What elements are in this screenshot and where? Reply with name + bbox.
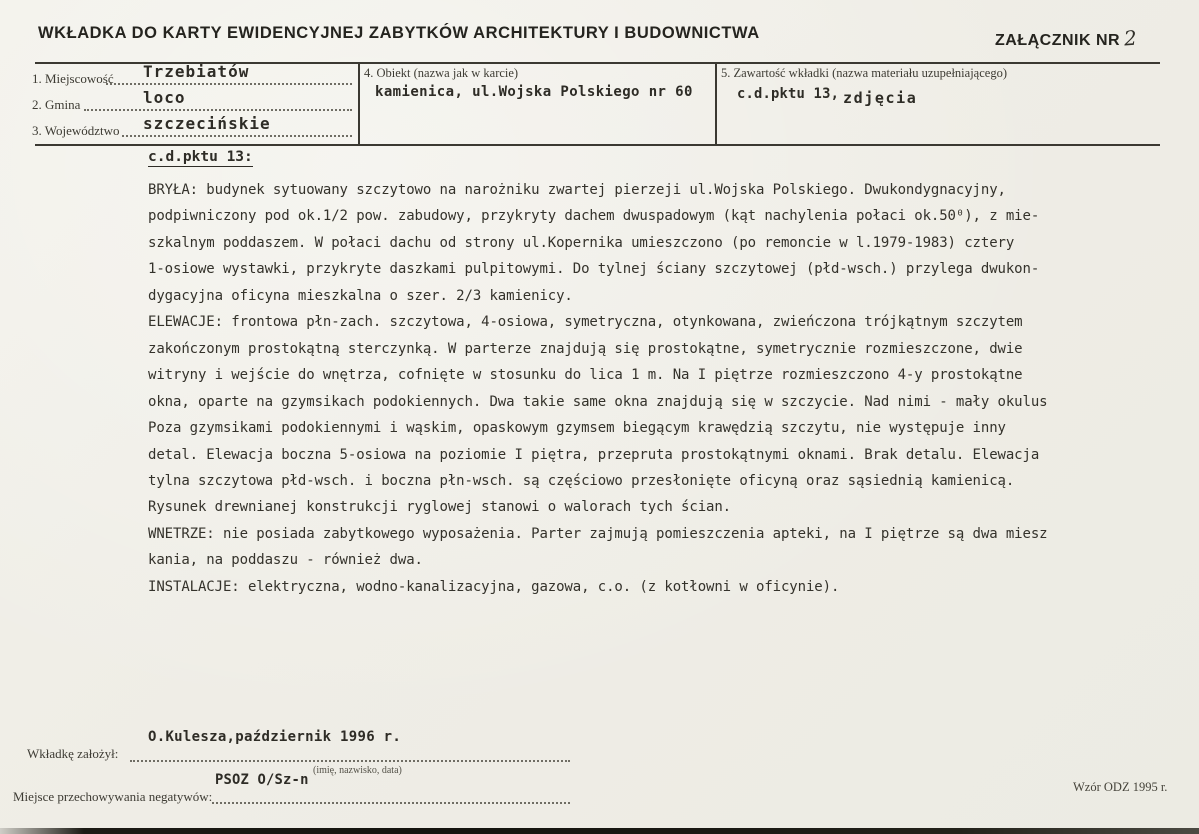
- body-line: okna, oparte na gzymsikach podokiennych. Dwa takie same okna znajdują się w szczycie. Nad nimi - mały okulus: [148, 393, 1048, 410]
- commune-label: 2. Gmina: [32, 97, 81, 112]
- body-line: szkalnym poddaszem. W połaci dachu od strony ul.Kopernika umieszczono (po remoncie w l.1979-1983) cztery: [148, 234, 1015, 251]
- body-line: INSTALACJE: elektryczna, wodno-kanalizacyjna, gazowa, c.o. (z kotłowni w oficynie).: [148, 578, 840, 595]
- body-line: ELEWACJE: frontowa płn-zach. szczytowa, 4-osiowa, symetryczna, otynkowana, zwieńczona trójkątnym szczytem: [148, 314, 1023, 331]
- body-line: zakończonym prostokątną sterczynką. W parterze znajdują się prostokątne, symetrycznie rozmieszczone, dwie: [148, 340, 1023, 357]
- body-text-block: [148, 177, 1128, 600]
- commune-value: loco: [143, 88, 186, 107]
- table-divider-2: [715, 62, 717, 144]
- insert-content-label: 5. Zawartość wkładki (nazwa materiału uzupełniającego): [721, 66, 1007, 80]
- body-line: kania, na poddaszu - również dwa.: [148, 552, 423, 569]
- body-line: witryny i wejście do wnętrza, cofnięte w stosunku do lica 1 m. Na I piętrze rozmieszczono 4-y prostokątne: [148, 367, 1023, 384]
- page-title: WKŁADKA DO KARTY EWIDENCYJNEJ ZABYTKÓW ARCHITEKTURY I BUDOWNICTWA: [38, 24, 760, 42]
- insert-content-value: c.d.pktu 13,: [737, 86, 840, 102]
- body-heading: c.d.pktu 13:: [148, 149, 253, 165]
- form-version: Wzór ODZ 1995 r.: [1073, 780, 1168, 794]
- negatives-dotted-line: [212, 802, 570, 804]
- voivodeship-value: szczecińskie: [143, 114, 271, 133]
- negatives-label: Miejsce przechowywania negatywów:: [13, 789, 213, 804]
- attachment-label: ZAŁĄCZNIK NR: [995, 32, 1121, 49]
- locality-label: 1. Miejscowość: [32, 71, 114, 86]
- object-label: 4. Obiekt (nazwa jak w karcie): [364, 66, 519, 80]
- object-value: kamienica, ul.Wojska Polskiego nr 60: [375, 84, 693, 100]
- body-line: Rysunek drewnianej konstrukcji ryglowej stanowi o walorach tych ścian.: [148, 499, 732, 516]
- body-line: dygacyjna oficyna mieszkalna o szer. 2/3 kamienicy.: [148, 287, 573, 304]
- voivodeship-dotted-line: [122, 135, 352, 137]
- locality-dotted-line: [106, 83, 352, 85]
- body-line: Poza gzymsikami podokiennymi i wąskim, opaskowym gzymsem biegącym krawędzią szczytu, nie występuje inny: [148, 420, 1006, 437]
- founder-label: Wkładkę założył:: [27, 746, 119, 761]
- body-line: 1-osiowe wystawki, przykryte daszkami pulpitowymi. Do tylnej ściany szczytowej (płd-wsch.) przylega dwukon-: [148, 261, 1040, 278]
- body-line: podpiwniczony pod ok.1/2 pow. zabudowy, przykryty dachem dwuspadowym (kąt nachylenia połaci ok.50⁰), z mie-: [148, 208, 1040, 225]
- voivodeship-label: 3. Województwo: [32, 123, 120, 138]
- body-line: detal. Elewacja boczna 5-osiowa na poziomie I piętra, przepruta prostokątnymi oknami. Brak detalu. Elewacja: [148, 446, 1040, 463]
- body-line: WNETRZE: nie posiada zabytkowego wyposażenia. Parter zajmują pomieszczenia apteki, na I piętrze są dwa miesz: [148, 525, 1048, 542]
- author-signature: O.Kulesza,październik 1996 r.: [148, 729, 402, 745]
- negatives-value: PSOZ O/Sz-n: [215, 772, 309, 788]
- attachment-number-block: [995, 26, 1137, 50]
- insert-content-added-value: zdjęcia: [843, 89, 918, 107]
- table-bottom-rule: [35, 144, 1160, 146]
- founder-hint: (imię, nazwisko, data): [313, 765, 402, 776]
- attachment-number-handwritten: 2: [1123, 25, 1139, 51]
- body-line: BRYŁA: budynek sytuowany szczytowo na narożniku zwartej pierzeji ul.Wojska Polskiego. Dwukondygnacyjny,: [148, 182, 1006, 198]
- locality-value: Trzebiatów: [143, 62, 250, 81]
- commune-dotted-line: [84, 109, 352, 111]
- table-divider-1: [358, 62, 360, 144]
- scan-edge-artifact: [0, 828, 1199, 834]
- founder-dotted-line: [130, 760, 570, 762]
- body-line: tylna szczytowa płd-wsch. i boczna płn-wsch. są częściowo przesłonięte oficyną oraz sąsiednią kamienicą.: [148, 472, 1015, 489]
